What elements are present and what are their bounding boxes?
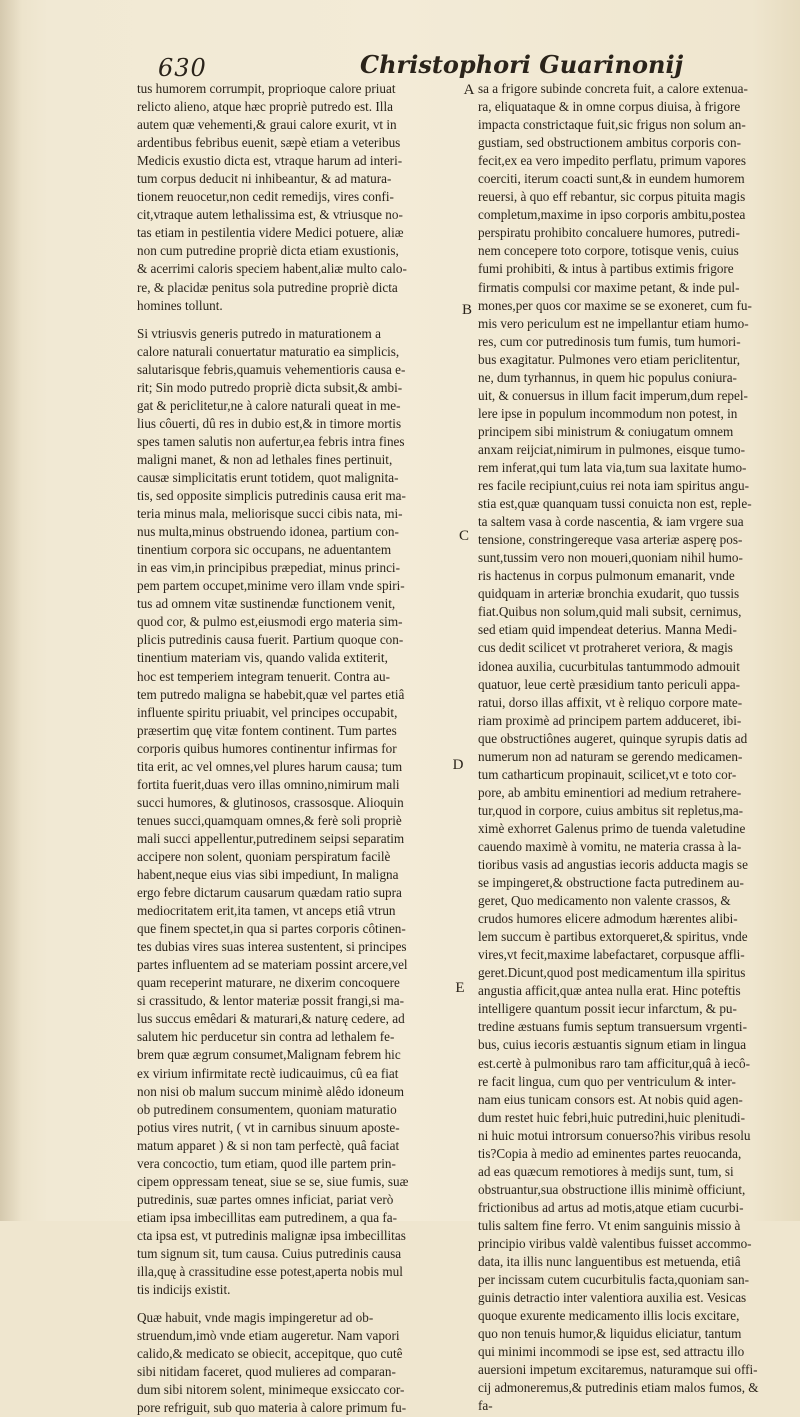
text-line: calido,& medicato se obiecit, accepitque, quo cutê xyxy=(137,1346,403,1362)
text-line: maligni manet, & non ad lethales fines pertinuit, xyxy=(137,451,393,467)
text-line: tis indicijs existit. xyxy=(137,1282,231,1298)
text-line: nam eius tunicam consors est. At nobis quid agen- xyxy=(478,1091,743,1107)
text-line: se impingeret,& obstructione facta putredinem au- xyxy=(478,875,744,891)
text-line: sed etiam quid impendeat deterius. Manna Medi- xyxy=(478,622,737,638)
text-line: influente spiritu priuabit, vel principes occupabit, xyxy=(137,704,398,720)
text-line: quatuor, leue certè præsidium tanto periculi appa- xyxy=(478,676,741,692)
text-line: lius côuerti, dû res in dubio est,& in timore mortis xyxy=(137,415,402,431)
text-line: spes tamen salutis non aufertur,ea febris intra fines xyxy=(137,433,405,449)
text-line: bus exagitatur. Pulmones vero etiam periclitentur, xyxy=(478,351,741,367)
text-line: ni huic motui introrsum conuerso?his viribus resolu xyxy=(478,1127,751,1143)
text-line: tenues succi,quamquam omnes,& ferè soli propriè xyxy=(137,812,402,828)
text-line: tredine æstuans fumis septum transuersum vrgenti- xyxy=(478,1019,747,1035)
text-line: riam proximè ad principem partem adduceret, ibi- xyxy=(478,712,742,728)
text-line: dum restet huic febri,huic putredini,huic plenitudi- xyxy=(478,1109,745,1125)
text-line: fumi prohibiti, & intus à partibus extimis frigore xyxy=(478,261,734,277)
text-line: accipere non solent, quoniam perspiratum facilè xyxy=(137,848,391,864)
text-line: mones,per quos cor maxime se se exoneret, cum fu- xyxy=(478,297,752,313)
text-line: ergo febre dictarum causarum quædam ratio supra xyxy=(137,885,402,901)
text-line: ris hactenus in corpus pulmonum emanarit, vnde xyxy=(478,568,735,584)
text-line: que finem spectet,in qua si partes corporis côtinen- xyxy=(137,921,406,937)
text-line: data, ita illis nunc languentibus est metuenda, etiâ xyxy=(478,1254,741,1270)
text-line: Medicis exustio dicta est, vtraque harum ad interi- xyxy=(137,153,403,169)
text-line: non cum putredine propriè dicta etiam exustionis, xyxy=(137,243,399,259)
margin-marker-d: D xyxy=(452,757,464,773)
text-line: tionem reuocetur,non cedit remedijs, vires confi- xyxy=(137,189,394,205)
margin-marker-b: B xyxy=(461,302,472,318)
text-line: ta saltem vasa à corde nascentia, & iam vrgere sua xyxy=(478,514,744,530)
text-line: rem inferat,qui tum lata via,tum sua laxitate humo- xyxy=(478,459,747,475)
text-line: potius vires nutrit, ( vt in carnibus sinuum aposte- xyxy=(137,1119,400,1135)
text-line: bus, cuius iecoris æstuantis signum etiam in lingua xyxy=(478,1037,747,1053)
text-line: frictionibus ad artus ad motis,atque etiam cucurbi- xyxy=(478,1199,744,1215)
text-line: tas etiam in pestilentia videre Medici potuere, aliæ xyxy=(137,225,404,241)
text-line: Quæ habuit, vnde magis impingeretur ad ob- xyxy=(137,1310,374,1326)
text-line: tus humorem corrumpit, proprioque calore priuat xyxy=(137,81,396,96)
text-line: tulis saltem fine ferro. Vt enim sanguinis missio à xyxy=(478,1217,741,1233)
text-line: quod cor, & pulmo est,eiusmodi ergo materia sim- xyxy=(137,614,403,630)
text-line: relicto alieno, atque hæc propriè putredo est. Illa xyxy=(137,99,393,115)
text-line: causæ simplicitatis erunt totidem, quot malignita- xyxy=(137,469,399,485)
text-line: tinentium materiam vis, quando valida extiterit, xyxy=(137,650,388,666)
text-line: corporis quibus humores continentur infirmas for xyxy=(137,740,397,756)
page-number: 630 xyxy=(158,54,207,82)
text-line: reuersi, à quo eff rebantur, sic corpus pituita magis xyxy=(478,189,746,205)
text-line: tum signum sit, tum causa. Cuius putredinis causa xyxy=(137,1246,402,1261)
text-line: ra, eliquataque & in omne corpus diuisa, à frigore xyxy=(478,99,741,115)
text-line: fecit,ex ea vero impedito perflatu, primum vapores xyxy=(478,153,747,169)
text-line: impacta constrictaque fuit,sic frigus non solum an- xyxy=(478,117,746,133)
text-line: ratui, dorso illas affixit, vt è reliquo corpore mate- xyxy=(478,694,743,710)
text-line: lere ipse in populum incommodum non potest, in xyxy=(478,405,738,421)
text-line: auersioni impetum excitaremus, naturamque sui offi- xyxy=(478,1362,758,1378)
text-line: numerum non ad naturam se gerendo medicamen- xyxy=(478,748,743,764)
text-line: anxam reijciat,nimirum in pulmones, eisque tumo- xyxy=(478,441,745,457)
text-line: ne, dum tyrhannus, in quem hic populus coniura- xyxy=(478,369,737,385)
text-line: salutarisque febris,quamuis vehementioris causa e- xyxy=(137,361,406,377)
text-line: gat & periclitetur,ne à calore naturali queat in me- xyxy=(137,397,401,413)
text-line: hoc est temperiem integram tenuerit. Contra au- xyxy=(137,668,391,684)
text-line: cus dedit scilicet vt protraheret veriora, & magis xyxy=(478,640,733,656)
text-line: ob putredinem consumentem, quoniam maturatio xyxy=(137,1101,397,1117)
margin-marker-e: E xyxy=(455,980,465,996)
text-line: tioribus vasis ad angustias iecoris adducta magis se xyxy=(478,857,748,873)
text-line: plicis putredinis causa fuerit. Partium quoque con- xyxy=(137,632,404,648)
text-line: mediocritatem erit,ita tamen, vt anceps etiâ vtrun xyxy=(137,903,396,919)
text-line: cta ipsa est, vt putredinis malignæ ipsa imbecillitas xyxy=(137,1227,406,1243)
text-line: matum apparet ) & si non tam perfectè, quâ faciat xyxy=(137,1137,400,1153)
text-line: sibi nitidam faceret, quod mulieres ad comparan- xyxy=(137,1364,396,1380)
text-line: fiat.Quibus non solum,quid mali subsit, cernimus, xyxy=(478,604,742,620)
text-line: ardentibus febribus euenit, sæpè etiam a veteribus xyxy=(137,135,401,151)
text-line: Si vtriusvis generis putredo in maturationem a xyxy=(137,325,381,341)
text-line: salutem hic perducetur sin contra ad lethalem fe- xyxy=(137,1029,395,1045)
text-line: nus multa,minus obstruendo idonea, partium con- xyxy=(137,524,399,540)
text-line: quidquam in arteriæ bronchia exudarit, quo tussis xyxy=(478,586,740,602)
text-line: succi humores, & glutinosos, crassosque. Alioquin xyxy=(137,794,404,810)
text-line: teria minus mala, meliorisque succi cibis nata, mi- xyxy=(137,506,403,522)
text-line: sa a frigore subinde concreta fuit, a calore extenua- xyxy=(478,81,748,96)
text-line: mis vero periculum est ne impellantur etiam humo- xyxy=(478,315,749,331)
text-line: rit; Sin modo putredo propriè dicta subsit,& ambi- xyxy=(137,379,403,395)
running-head: Christophori Guarinonij xyxy=(360,50,684,79)
text-line: præsertim quę vitæ fontem continent. Tum partes xyxy=(137,722,397,738)
text-line: calore naturali conuertatur maturatio ea simplicis, xyxy=(137,343,400,359)
text-line: gustiam, sed obstructionem ambitus corporis con- xyxy=(478,135,741,151)
text-line: cipem oppressam teneat, siue se se, siue fumis, suæ xyxy=(137,1173,409,1189)
left-column xyxy=(137,80,455,1417)
text-line: fortita fuerit,duas vero illas omnino,nimirum mali xyxy=(137,776,400,792)
text-line: que obstructiônes augeret, quinque syrupis datis ad xyxy=(478,730,748,746)
text-line: brem quæ ægrum consumet,Malignam febrem hic xyxy=(137,1047,401,1063)
text-line: angustia afficit,quæ antea nulla erat. Hinc poteftis xyxy=(478,983,741,999)
text-line: si crassitudo, & lentor materiæ possit frangi,si ma- xyxy=(137,993,405,1009)
margin-marker-a: A xyxy=(463,82,475,98)
text-line: idonea auxilia, cucurbitulas tantummodo admouit xyxy=(478,658,740,674)
binding-shadow xyxy=(0,0,22,1221)
text-line: per incissam cutem cucurbitulis facta,quoniam san- xyxy=(478,1272,749,1288)
text-line: re, & placidæ penitus sola putredine propriè dicta xyxy=(137,279,398,295)
text-line: tinentium corpora sic occupans, ne aduentantem xyxy=(137,542,392,558)
text-line: geret.Dicunt,quod post medicamentum illa spiritus xyxy=(478,965,746,981)
paragraph-gap xyxy=(137,1299,455,1309)
text-line: cauendo maximè à vomitu, ne materia crassa à la- xyxy=(478,838,742,854)
text-line: est.certè à pulmonibus raro tam afficitur,quâ à iecô- xyxy=(478,1055,751,1071)
text-line: pore refriguit, sub quo materia à calore primum fu- xyxy=(137,1400,407,1416)
text-line: principio viribus valdè valentibus fuisset accommo- xyxy=(478,1236,752,1251)
text-line: in eas vim,in principibus præpediat, minus princi- xyxy=(137,560,400,576)
text-line: tum corpus deducit ni inhibeantur, & ad matura- xyxy=(137,171,392,187)
text-line: habent,neque eius vias sibi impediunt, In maligna xyxy=(137,867,399,883)
text-line: autem quæ vehementi,& graui calore exurit, vt in xyxy=(137,117,397,133)
text-line: cit,vtraque autem lethalissima est, & vtriusque no- xyxy=(137,207,403,223)
text-line: tis, sed opposite simplicis putredinis causa erit ma- xyxy=(137,488,406,504)
text-line: res, cum cor putredinosis tum fumis, tum humori- xyxy=(478,333,741,349)
text-line: etiam ipsa imbecillitas eam putredinem, a qua fa- xyxy=(137,1209,397,1225)
text-line: partes influentem ad se materiam possint arcere,vel xyxy=(137,957,408,973)
text-line: illa,quę à crassitudine esse potest,aperta nobis mul xyxy=(137,1264,403,1280)
text-line: quam receperint maturare, ne dixerim concoquere xyxy=(137,975,400,991)
text-line: coerciti, iterum coacti sunt,& in eundem humorem xyxy=(478,171,745,187)
text-line: nem concepere toto corpore, totisque venis, cuius xyxy=(478,243,739,259)
text-line: dum sibi nitorem solent, minimeque exsiccato cor- xyxy=(137,1382,405,1398)
text-line: ex virium infirmitate rectè iudicauimus, cû ea fiat xyxy=(137,1065,399,1081)
text-line: lem succum è partibus extorqueret,& spiritus, vnde xyxy=(478,929,748,945)
text-line: tum catharticum propinauit, scilicet,vt e toto cor- xyxy=(478,766,737,782)
text-line: fa- xyxy=(478,1398,493,1414)
text-line: res facile recipiunt,cuius rei nota iam spiritus angu- xyxy=(478,478,749,494)
text-line: tes dubias vires suas interea sustentent, si principes xyxy=(137,939,407,955)
text-line: stia est,quæ quanquam tussi conuicta non est, reple- xyxy=(478,496,752,512)
text-line: pem partem occupet,minime vero illam vnde spiri- xyxy=(137,578,405,594)
paragraph-gap xyxy=(137,315,455,325)
margin-marker-c: C xyxy=(458,528,469,544)
text-line: non nisi ob malum succum minimè alêdo idoneum xyxy=(137,1083,405,1099)
text-line: lus succus emêdari & maturari,& naturę cedere, ad xyxy=(137,1011,405,1027)
text-line: cij admoneremus,& putredinis etiam malos fumos, & xyxy=(478,1380,759,1396)
text-line: ad eas quæcum remotiores à medijs sunt, tum, si xyxy=(478,1163,734,1179)
text-line: tus ad omnem vitæ sustinendæ functionem venit, xyxy=(137,596,396,612)
text-line: firmatis compulsi cor maxime petant, & inde pul- xyxy=(478,279,740,295)
text-line: & acerrimi caloris speciem habent,aliæ multo calo- xyxy=(137,261,407,277)
text-line: pore, ab ambitu eminentiori ad medium retrahere- xyxy=(478,784,742,800)
text-line: guinis detractio inter valentiora auxilia est. Vesicas xyxy=(478,1290,747,1306)
text-line: vera concoctio, tum etiam, quod ille partem prin- xyxy=(137,1155,396,1171)
text-line: re facit lingua, cum quo per ventriculum & inter- xyxy=(478,1073,736,1089)
text-line: geret, Quo medicamento non valente crassos, & xyxy=(478,893,731,909)
text-line: putredinis, suæ partes omnes inficiat, pariat verò xyxy=(137,1191,394,1207)
text-line: homines tollunt. xyxy=(137,297,223,313)
text-line: perspiratu prohibito concaluere humores, putredi- xyxy=(478,225,740,241)
text-line: tita erit, ac vel omnes,vel plures harum causa; tum xyxy=(137,758,403,774)
text-line: vires,vt fecit,maxime labefactaret, corpusque affli- xyxy=(478,947,745,963)
text-line: uit, & conuersus in illum facit imperum,dum repel- xyxy=(478,387,748,403)
text-line: mali succi appellentur,putredinem seipsi separatim xyxy=(137,830,405,846)
text-line: crudos humores elicere admodum hærentes alibi- xyxy=(478,911,738,927)
text-line: sunt,tussim vero non moueri,quoniam nihil humo- xyxy=(478,550,743,566)
text-line: tem putredo maligna se habebit,quæ vel partes etiâ xyxy=(137,686,405,702)
text-line: tensione, constringereque vasa arteriæ asperę pos- xyxy=(478,532,743,548)
text-line: obstruantur,sua obstructione illis minimè officiunt, xyxy=(478,1181,746,1197)
text-line: tis?Copia à medio ad eminentes partes reuocanda, xyxy=(478,1145,742,1161)
text-line: completum,maxime in ipso corporis ambitu,postea xyxy=(478,207,746,223)
text-line: ximè exhorret Galenus primo de tuenda valetudine xyxy=(478,820,746,836)
text-line: quoque exurente medicamento illis locis excitare, xyxy=(478,1308,740,1324)
right-column xyxy=(478,80,788,1415)
text-line: qui minimi incommodi se ipse est, sed attractu illo xyxy=(478,1344,745,1360)
text-line: principem sibi ministrum & coniugatum omnem xyxy=(478,423,734,439)
text-line: quo non tenuis humor,& liquidus eliciatur, tantum xyxy=(478,1326,742,1342)
text-line: intelligere quantum possit iecur infarctum, & pu- xyxy=(478,1001,737,1017)
text-line: struendum,imò vnde etiam augeretur. Nam vapori xyxy=(137,1328,400,1344)
text-line: tur,quod in corpore, cuius ambitus sit repletus,ma- xyxy=(478,802,743,818)
